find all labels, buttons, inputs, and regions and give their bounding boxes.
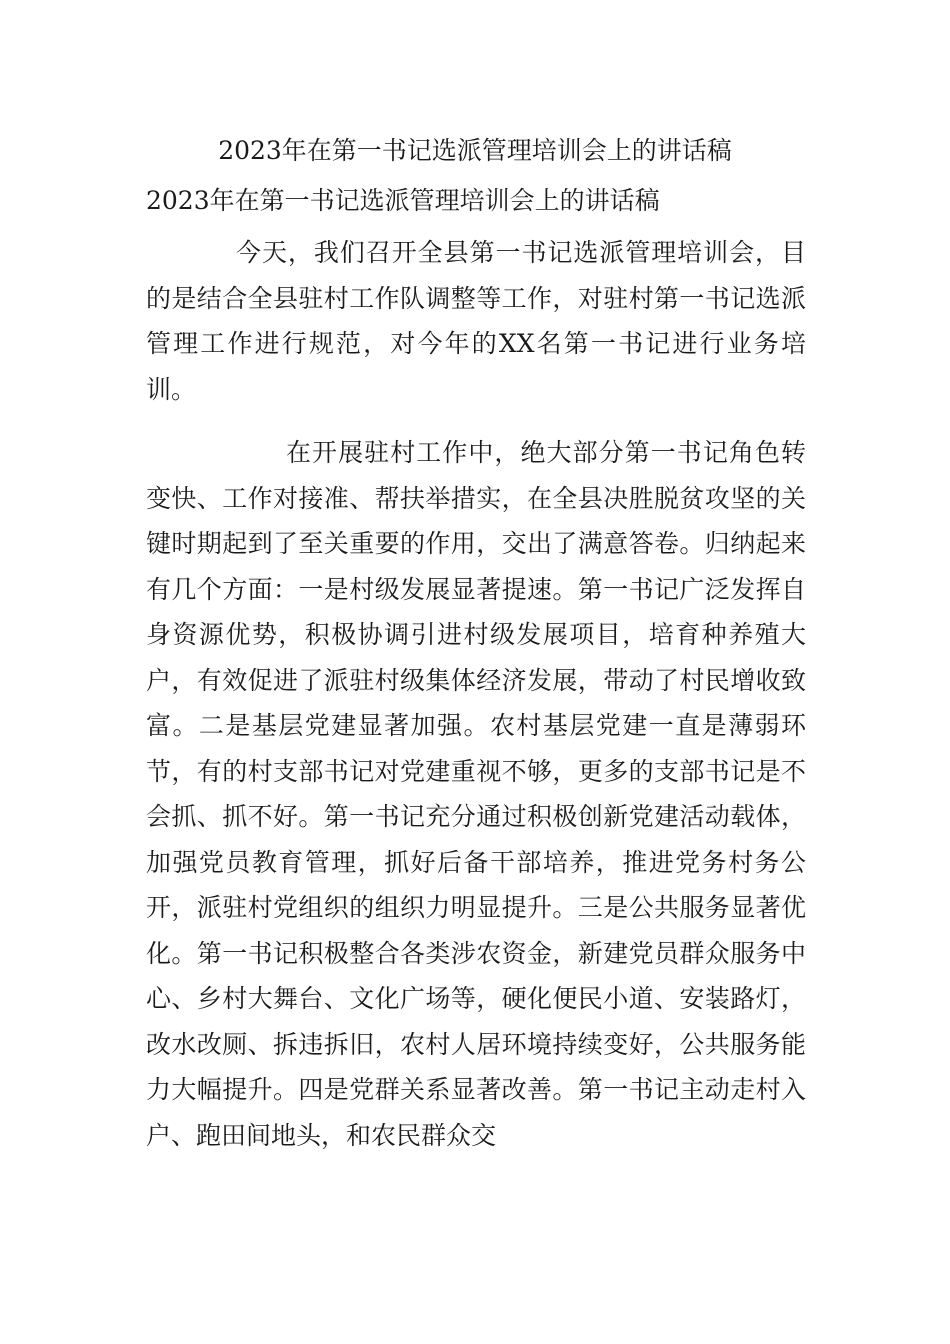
paragraph-achievements: 在开展驻村工作中，绝大部分第一书记角色转变快、工作对接准、帮扶举措实，在全县决胜脱贫攻坚的关键时期起到了至关重要的作用，交出了满意答卷。归纳起来有几个方面：一是村级发展显著提速。第一书记广泛发挥自身资源优势，积极协调引进村级发展项目，培育种养殖大户，有效促进了派驻村级集体经济发展，带动了村民增收致富。二是基层党建显著加强。农村基层党建一直是薄弱环节，有的村支部书记对党建重视不够，更多的支部书记是不会抓、抓不好。第一书记充分通过积极创新党建活动载体，加强党员教育管理，抓好后备干部培养，推进党务村务公开，派驻村党组织的组织力明显提升。三是公共服务显著优化。第一书记积极整合各类涉农资金，新建党员群众服务中心、乡村大舞台、文化广场等，硬化便民小道、安装路灯，改水改厕、拆违拆旧，农村人居环境持续变好，公共服务能力大幅提升。四是党群关系显著改善。第一书记主动走村入户、跑田间地头，和农民群众交 <box>146 438 806 1150</box>
paragraph-intro: 今天，我们召开全县第一书记选派管理培训会，目的是结合全县驻村工作队调整等工作，对驻村第一书记选派管理工作进行规范，对今年的XX名第一书记进行业务培训。 <box>146 238 806 404</box>
document-title: 2023年在第一书记选派管理培训会上的讲话稿 <box>218 136 732 165</box>
document-subtitle: 2023年在第一书记选派管理培训会上的讲话稿 <box>146 186 660 215</box>
